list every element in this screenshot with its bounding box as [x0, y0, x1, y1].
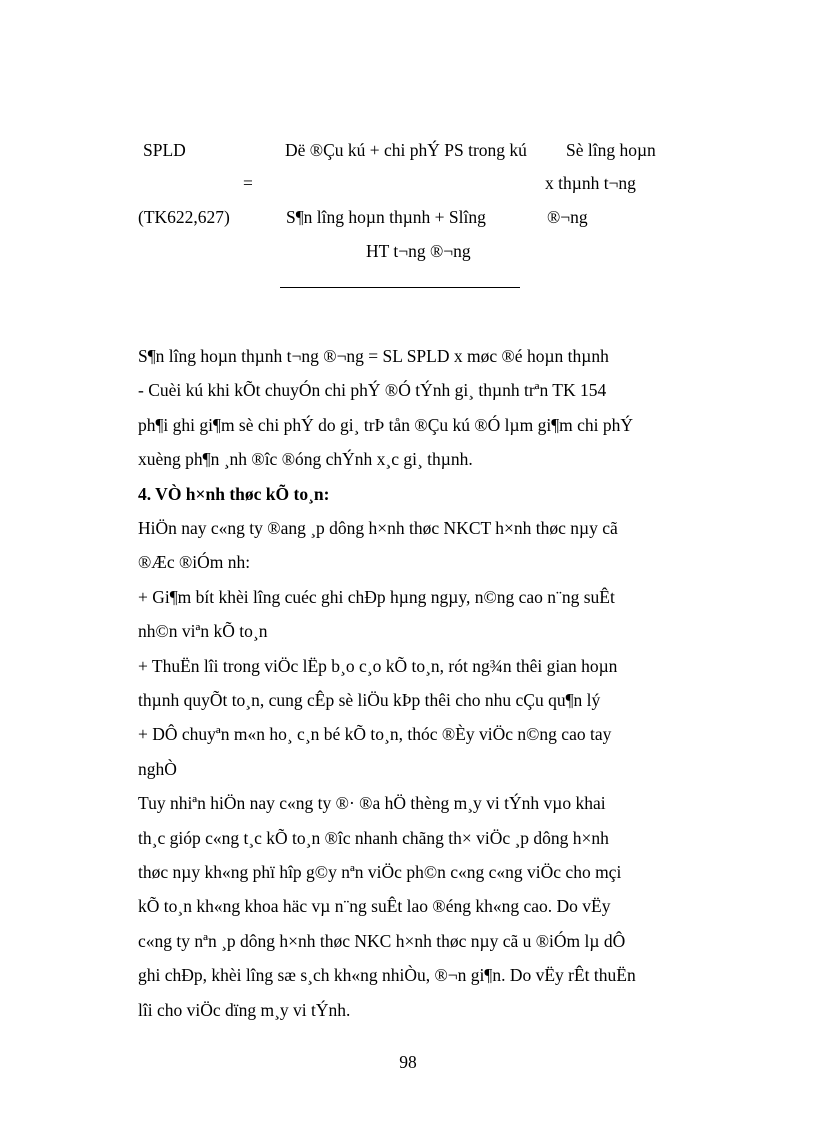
formula-right-line3: ®¬ng [547, 207, 588, 227]
body-line: Tuy nhiªn hiÖn nay c«ng ty ®· ®a hÖ thèng m¸y vi tÝnh vµo khai [138, 793, 606, 814]
body-line: xuèng ph¶n ¸nh ®îc ®óng chÝnh x¸c gi¸ thµnh. [138, 449, 473, 470]
body-line: + ThuËn lîi trong viÖc lËp b¸o c¸o kÕ to¸n, rót ng¾n thêi gian hoµn [138, 655, 618, 676]
page-number: 98 [399, 1052, 417, 1072]
formula-denominator-line2: HT t¬ng ®¬ng [366, 241, 471, 261]
body-line: ®Æc ®iÓm nh: [138, 552, 251, 573]
body-line: c«ng ty nªn ¸p dông h×nh thøc NKC h×nh thøc nµy cã u ®iÓm lµ dÔ [138, 930, 626, 951]
body-line: ph¶i ghi gi¶m sè chi phÝ do gi¸ trÞ tån ®Çu kú ®Ó lµm gi¶m chi phÝ [138, 414, 634, 435]
body-line: + DÔ chuyªn m«n ho¸ c¸n bé kÕ to¸n, thóc ®Èy viÖc n©ng cao tay [138, 724, 612, 745]
body-line: + Gi¶m bít khèi lîng cuéc ghi chÐp hµng ngµy, n©ng cao n¨ng suÊt [138, 586, 615, 607]
body-line: lîi cho viÖc dïng m¸y vi tÝnh. [138, 999, 351, 1020]
formula-left-account: (TK622,627) [138, 207, 230, 227]
body-line: HiÖn nay c«ng ty ®ang ¸p dông h×nh thøc NKCT h×nh thøc nµy cã [138, 518, 618, 538]
body-line: kÕ to¸n kh«ng khoa häc vµ n¨ng suÊt lao ®éng kh«ng cao. Do vËy [138, 896, 611, 917]
body-line: thµnh quyÕt to¸n, cung cÊp sè liÖu kÞp thêi cho nhu cÇu qu¶n lý [138, 690, 601, 710]
body-line: S¶n lîng hoµn thµnh t¬ng ®¬ng = SL SPLD x møc ®é hoµn thµnh [138, 346, 609, 366]
formula-left-label: SPLD [143, 140, 186, 160]
body-line: th¸c gióp c«ng t¸c kÕ to¸n ®îc nhanh chãng th× viÖc ¸p dông h×nh [138, 827, 609, 848]
fraction-rule [280, 287, 520, 288]
section-heading: 4. VÒ h×nh thøc kÕ to¸n: [138, 483, 330, 504]
body-line: nghÒ [138, 758, 177, 779]
formula-denominator-line1: S¶n lîng hoµn thµnh + Slîng [286, 207, 486, 227]
formula-right-line1: Sè lîng hoµn [566, 140, 656, 160]
formula-right-line2: x thµnh t¬ng [545, 173, 636, 193]
body-line: thøc nµy kh«ng phï hîp g©y nªn viÖc ph©n c«ng c«ng viÖc cho mçi [138, 862, 622, 882]
formula-numerator: Dë ®Çu kú + chi phÝ PS trong kú [285, 140, 527, 160]
body-line: - Cuèi kú khi kÕt chuyÓn chi phÝ ®Ó tÝnh gi¸ thµnh trªn TK 154 [138, 380, 607, 401]
body-line: ghi chÐp, khèi lîng sæ s¸ch kh«ng nhiÒu, ®¬n gi¶n. Do vËy rÊt thuËn [138, 965, 636, 986]
body-line: nh©n viªn kÕ to¸n [138, 621, 268, 642]
formula-equals-sign: = [243, 173, 253, 193]
